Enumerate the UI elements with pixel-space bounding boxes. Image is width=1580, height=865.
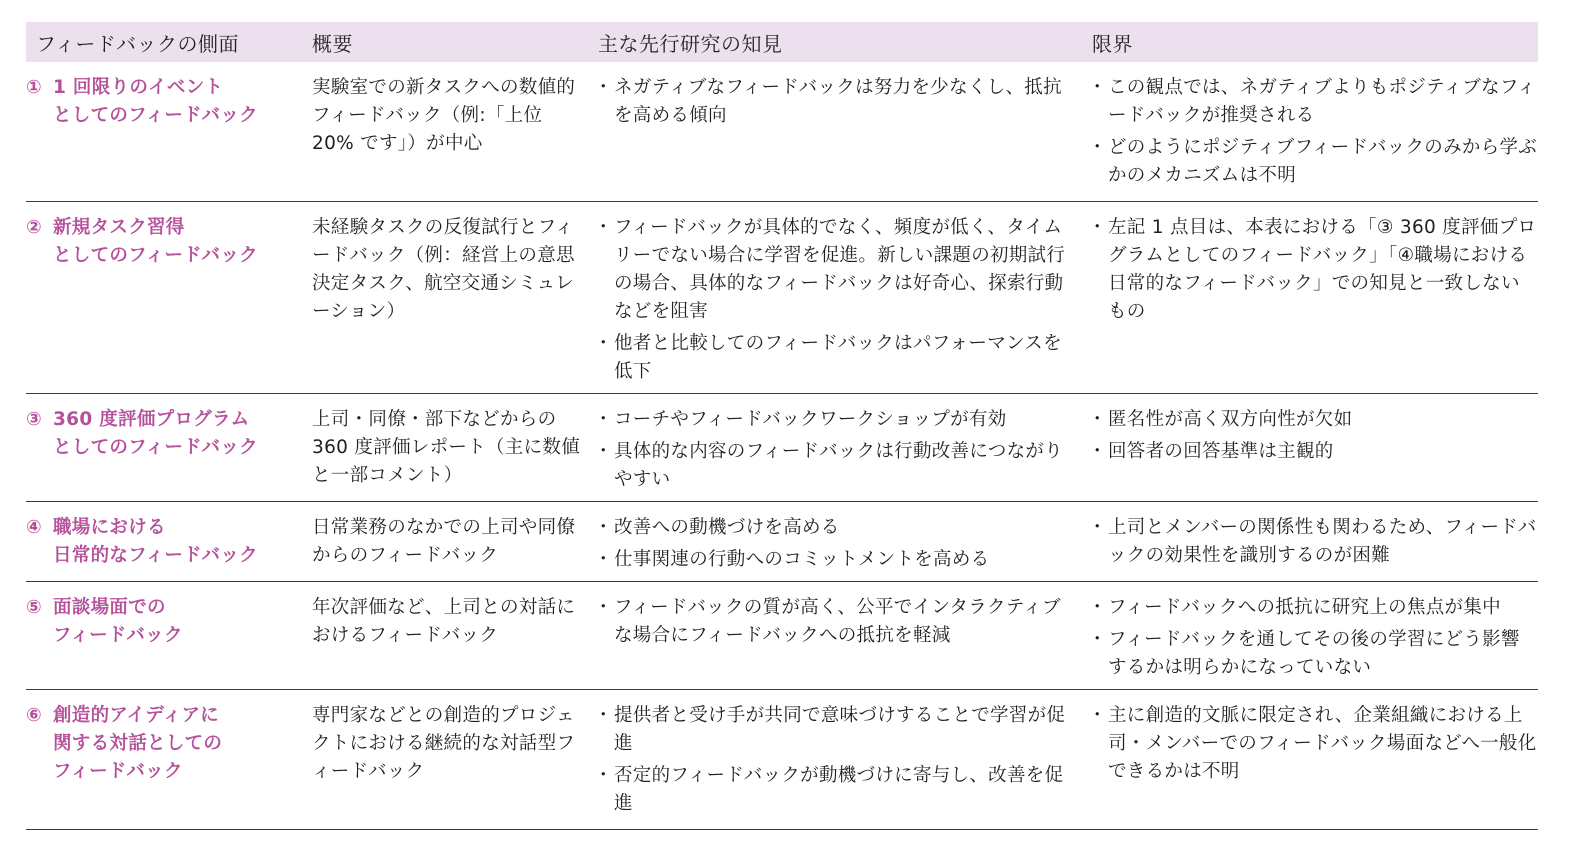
findings-cell (598, 502, 1092, 581)
table-row (26, 62, 1538, 202)
finding-item: ・ 他者と比較してのフィードバックはパフォーマンスを低下 (598, 330, 1078, 386)
finding-item: ・ コーチやフィードバックワークショップが有効 (598, 406, 1078, 434)
summary-cell: 上司・同僚・部下などからの 360 度評価レポート（主に数値と一部コメント） (312, 409, 580, 486)
row-number: ⑤ (26, 597, 42, 618)
finding-item: ・ フィードバックの質が高く、公平でインタラクティブな場合にフィードバックへの抵抗を軽減 (598, 594, 1078, 650)
limit-item: ・ 匿名性が高く双方向性が欠如 (1092, 406, 1538, 434)
row-number: ⑥ (26, 705, 42, 726)
aspect-cell (26, 394, 312, 501)
findings-cell (598, 62, 1092, 201)
summary-cell: 実験室での新タスクへの数値的フィードバック（例:「上位 20% です」）が中心 (312, 77, 576, 154)
finding-item: ・ 否定的フィードバックが動機づけに寄与し、改善を促進 (598, 762, 1078, 818)
finding-item: ・ 提供者と受け手が共同で意味づけすることで学習が促進 (598, 702, 1078, 758)
header-findings: 主な先行研究の知見 (598, 31, 783, 56)
limits-cell (1092, 690, 1538, 829)
finding-item: ・ ネガティブなフィードバックは努力を少なくし、抵抗を高める傾向 (598, 74, 1078, 130)
header-limits: 限界 (1092, 31, 1133, 56)
findings-cell (598, 690, 1092, 829)
aspect-line: としてのフィードバック (53, 105, 258, 126)
finding-item: ・ フィードバックが具体的でなく、頻度が低く、タイムリーでない場合に学習を促進。新しい課題の初期試行の場合、具体的なフィードバックは好奇心、探索行動などを阻害 (598, 214, 1078, 326)
aspect-cell (26, 582, 312, 689)
summary-cell: 未経験タスクの反復試行とフィードバック（例：経営上の意思決定タスク、航空交通シミュレーション） (312, 217, 575, 322)
aspect-line: フィードバック (53, 625, 183, 646)
table-row (26, 690, 1538, 830)
aspect-line: フィードバック (53, 761, 183, 782)
table-row (26, 502, 1538, 582)
row-number: ② (26, 217, 42, 238)
row-number: ③ (26, 409, 42, 430)
aspect-line: としてのフィードバック (53, 437, 258, 458)
aspect-line: 1 回限りのイベント (53, 77, 224, 98)
limit-item: ・ 回答者の回答基準は主観的 (1092, 438, 1538, 466)
limit-item: ・ 左記 1 点目は、本表における「③ 360 度評価プログラムとしてのフィードバック」「④職場における日常的なフィードバック」での知見と一致しないもの (1092, 214, 1538, 326)
aspect-line: 職場における (53, 517, 166, 538)
limit-item: ・ フィードバックへの抵抗に研究上の焦点が集中 (1092, 594, 1538, 622)
aspect-cell (26, 202, 312, 393)
aspect-cell (26, 690, 312, 829)
limits-cell (1092, 62, 1538, 201)
findings-cell (598, 202, 1092, 393)
table-row (26, 394, 1538, 502)
summary-cell: 年次評価など、上司との対話におけるフィードバック (312, 597, 576, 646)
summary-cell: 日常業務のなかでの上司や同僚からのフィードバック (312, 517, 576, 566)
aspect-line: 日常的なフィードバック (53, 545, 258, 566)
aspect-line: 面談場面での (53, 597, 166, 618)
feedback-table (26, 22, 1538, 830)
row-number: ④ (26, 517, 42, 538)
limits-cell (1092, 202, 1538, 393)
aspect-line: 関する対話としての (53, 733, 223, 754)
finding-item: ・ 改善への動機づけを高める (598, 514, 1078, 542)
limit-item: ・ フィードバックを通してその後の学習にどう影響するかは明らかになっていない (1092, 626, 1538, 682)
limits-cell (1092, 502, 1538, 581)
limits-cell (1092, 582, 1538, 689)
aspect-cell (26, 62, 312, 201)
limit-item: ・ どのようにポジティブフィードバックのみから学ぶかのメカニズムは不明 (1092, 134, 1538, 190)
findings-cell (598, 394, 1092, 501)
table-header (26, 22, 1538, 62)
limit-item: ・ この観点では、ネガティブよりもポジティブなフィードバックが推奨される (1092, 74, 1538, 130)
aspect-line: 新規タスク習得 (53, 217, 185, 238)
findings-cell (598, 582, 1092, 689)
limit-item: ・ 主に創造的文脈に限定され、企業組織における上司・メンバーでのフィードバック場面などへ一般化できるかは不明 (1092, 702, 1538, 786)
finding-item: ・ 仕事関連の行動へのコミットメントを高める (598, 546, 1078, 574)
row-number: ① (26, 77, 42, 98)
summary-cell: 専門家などとの創造的プロジェクトにおける継続的な対話型フィードバック (312, 705, 576, 782)
header-summary: 概要 (312, 31, 353, 56)
limits-cell (1092, 394, 1538, 501)
limit-item: ・ 上司とメンバーの関係性も関わるため、フィードバックの効果性を識別するのが困難 (1092, 514, 1538, 570)
finding-item: ・ 具体的な内容のフィードバックは行動改善につながりやすい (598, 438, 1078, 494)
table-row (26, 202, 1538, 394)
table-row (26, 582, 1538, 690)
aspect-line: 創造的アイディアに (53, 705, 220, 726)
aspect-line: 360 度評価プログラム (53, 409, 250, 430)
aspect-line: としてのフィードバック (53, 245, 258, 266)
header-aspect: フィードバックの側面 (36, 31, 239, 56)
aspect-cell (26, 502, 312, 581)
